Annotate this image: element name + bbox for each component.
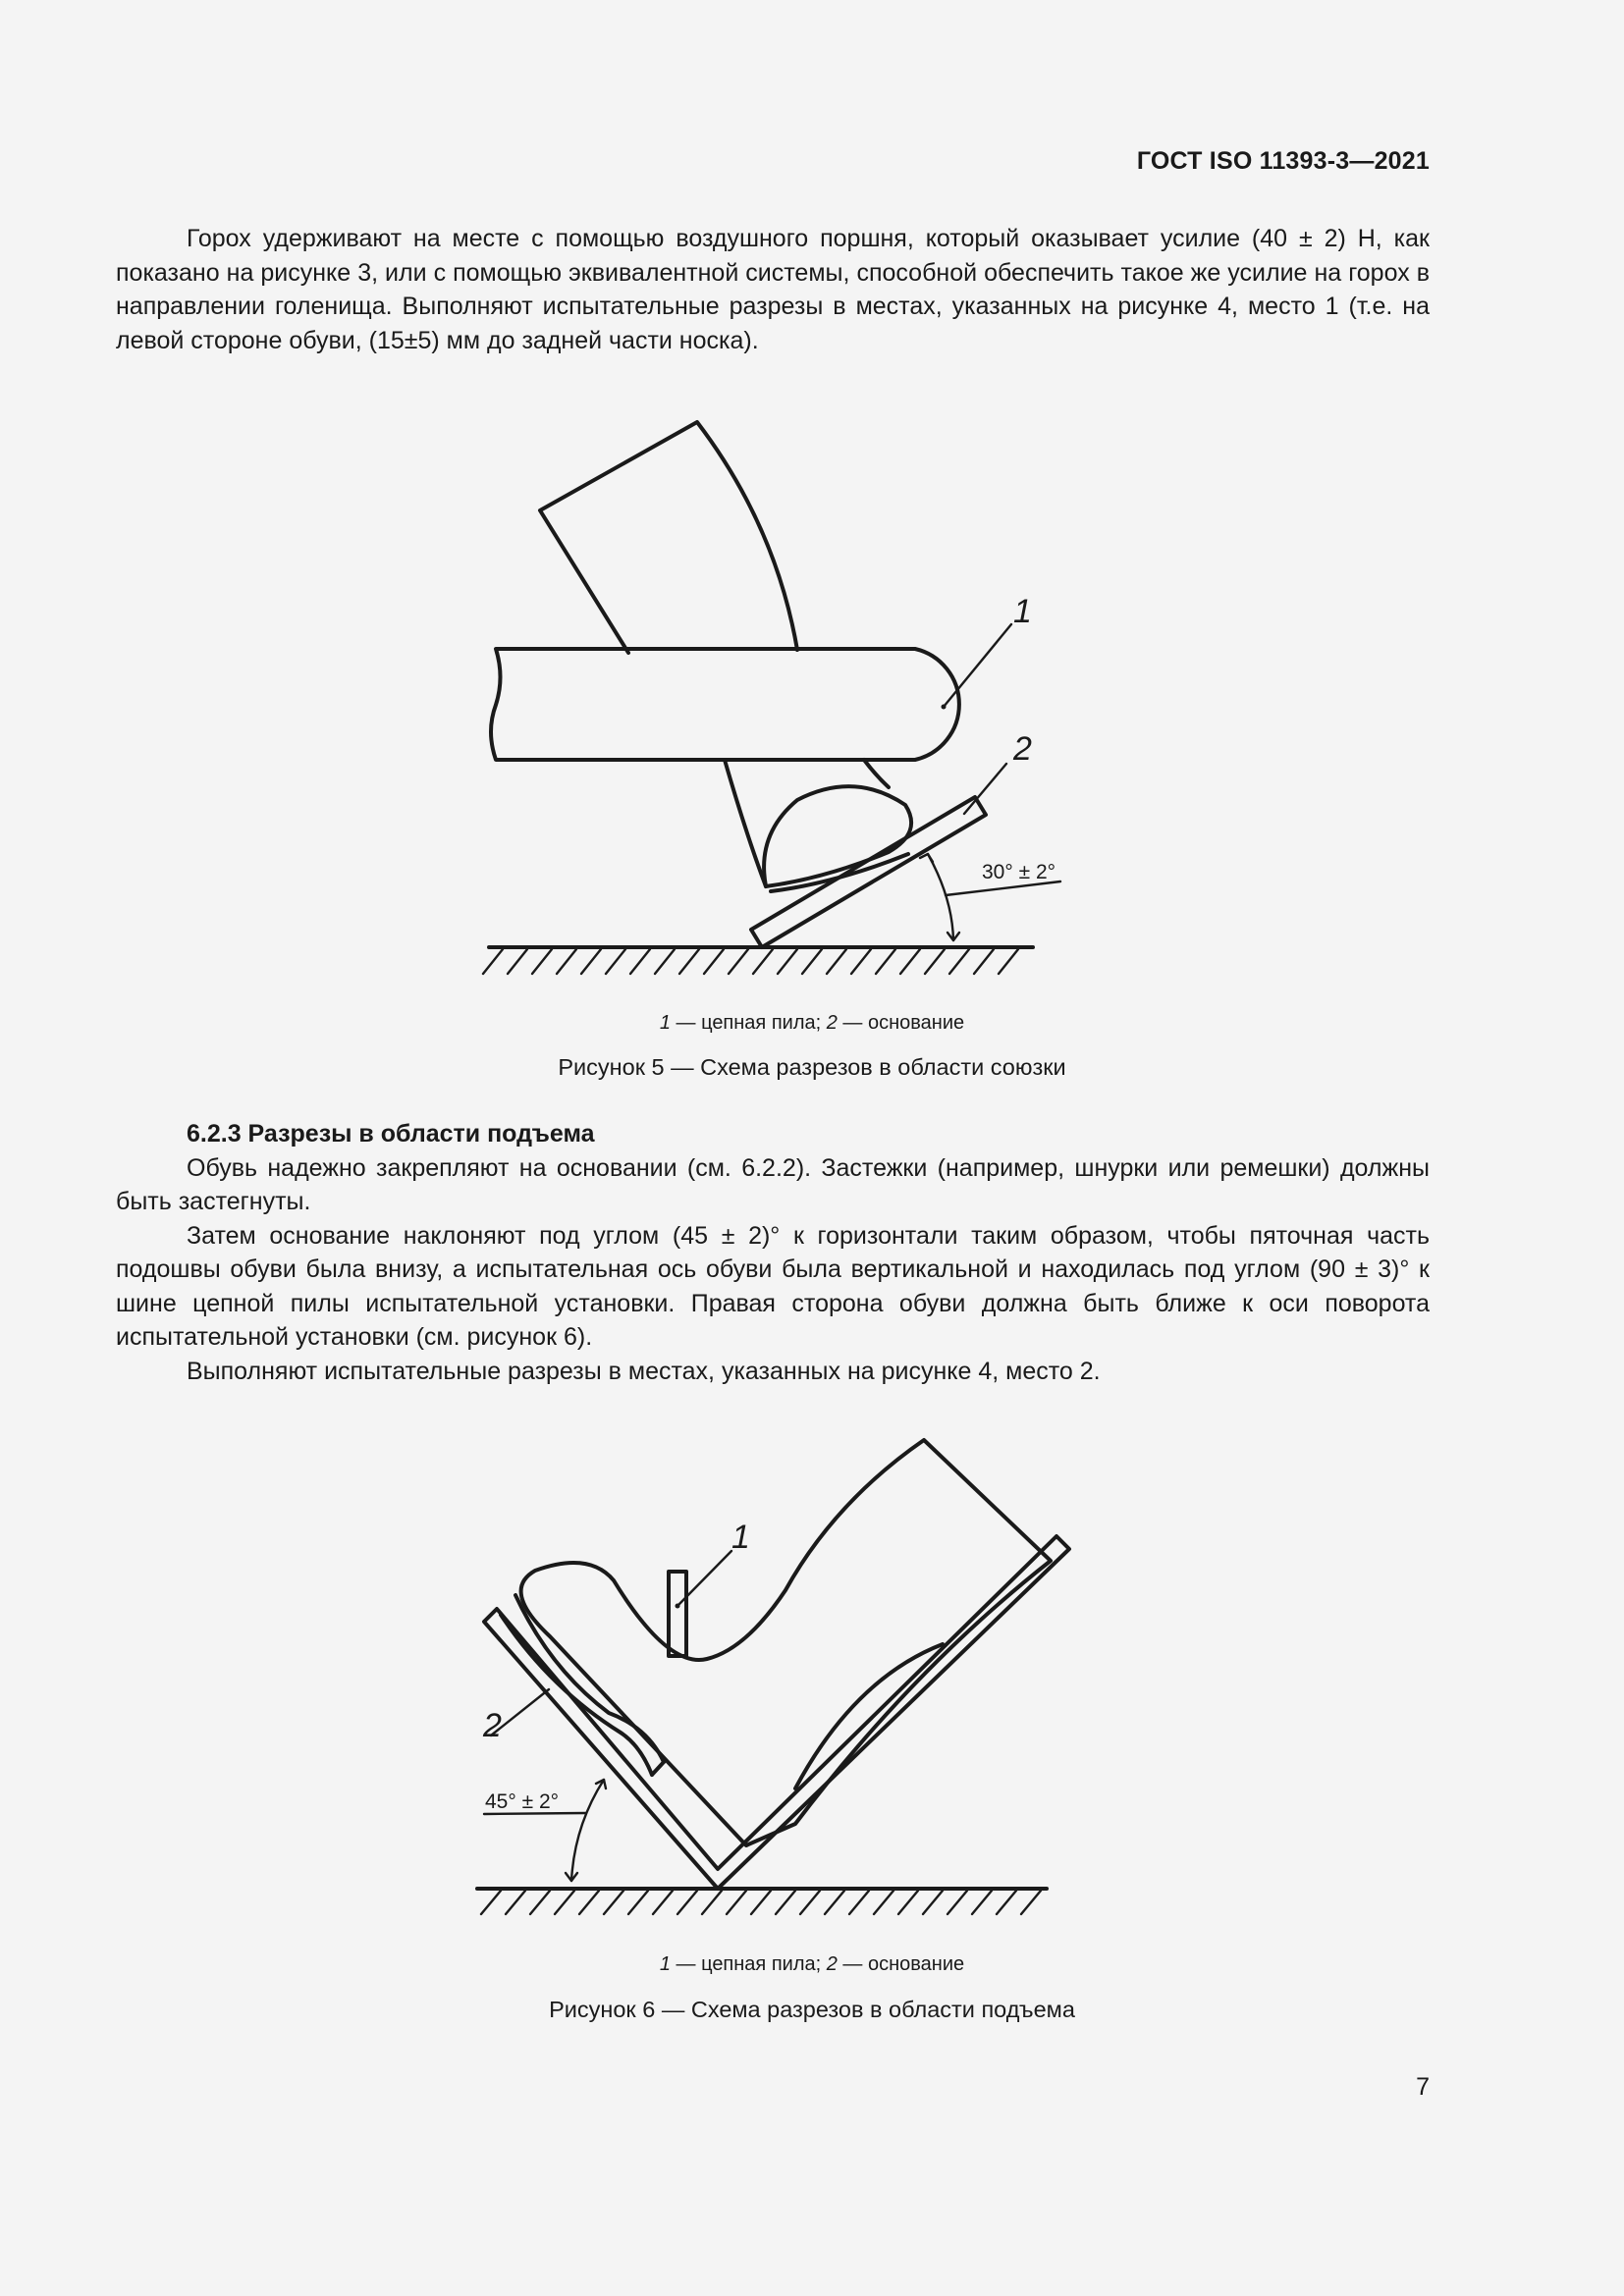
figure-5 xyxy=(0,412,1624,1099)
fig6-angle-label: 45° ± 2° xyxy=(485,1790,560,1813)
fig5-legend-t1: — цепная пила; xyxy=(670,1012,827,1034)
page-number: 7 xyxy=(1416,2073,1430,2101)
fig5-legend-n1: 1 xyxy=(659,1012,671,1034)
fig5-label-1: 1 xyxy=(1013,593,1032,630)
angle-leader xyxy=(484,1813,585,1814)
intro-text xyxy=(116,222,1430,357)
figure-6-drawing xyxy=(0,1414,1624,1944)
intro-paragraph: Горох удерживают на месте с помощью воздушного поршня, который оказывает усилие (40 ± 2) Н, как показано на рисунке 3, или с помощью эквивалентной системы, способной обеспечить такое же усилие на горох в направлении голенища. Выполняют испытательные разрезы в местах, указанных на рисунке 4, место 1 (т.е. на левой стороне обуви, (15±5) мм до задней части носка). xyxy=(116,225,1430,354)
section-heading: 6.2.3 Разрезы в области подъема xyxy=(187,1120,595,1148)
figure-5-drawing xyxy=(0,412,1624,1001)
base-plate xyxy=(484,1536,1069,1889)
angle-arc xyxy=(928,854,953,940)
chain-saw-bar xyxy=(491,649,959,760)
figure-6-caption: Рисунок 6 — Схема разрезов в области подъема xyxy=(549,1997,1075,2022)
section-paragraph-1: Обувь надежно закрепляют на основании (см. 6.2.2). Застежки (например, шнурки или ремешки) должны быть застегнуты. xyxy=(116,1153,1430,1215)
fig5-legend-n2: 2 xyxy=(826,1012,838,1034)
section-paragraph-2: Затем основание наклоняют под углом (45 ± 2)° к горизонтали таким образом, чтобы пяточная часть подошвы обуви была внизу, а испытательная ось обуви была вертикальной и находилась под углом (90 ± 3)° к шине цепной пилы испытательной установки. Правая сторона обуви должна быть ближе к оси поворота испытательной установки (см. рисунок 6). xyxy=(116,1221,1430,1351)
section-paragraph-3: Выполняют испытательные разрезы в местах, указанных на рисунке 4, место 2. xyxy=(187,1357,1101,1385)
fig6-label-1: 1 xyxy=(731,1519,750,1556)
angle-arc xyxy=(571,1780,604,1881)
fig6-legend-n2: 2 xyxy=(826,1953,838,1975)
fig6-legend-t2: — основание xyxy=(837,1953,965,1975)
fig6-label-2: 2 xyxy=(483,1707,502,1744)
boot-toe xyxy=(725,760,766,886)
figure-6-legend xyxy=(0,1953,1624,1976)
figure-5-caption: Рисунок 5 — Схема разрезов в области союзки xyxy=(558,1054,1066,1080)
fig5-label-2: 2 xyxy=(1013,730,1032,768)
ground-hatch xyxy=(481,1891,1041,1914)
chain-saw-bar xyxy=(669,1572,686,1656)
document-number: ГОСТ ISO 11393-3—2021 xyxy=(1136,147,1430,175)
leader-2 xyxy=(964,764,1006,814)
ground-hatch xyxy=(483,949,1018,974)
figure-5-legend xyxy=(0,1012,1624,1035)
fig6-legend-n1: 1 xyxy=(659,1953,671,1975)
angle-leader xyxy=(946,881,1060,895)
fig5-legend-t2: — основание xyxy=(837,1012,965,1034)
leader-1 xyxy=(944,624,1011,707)
section-6-2-3 xyxy=(116,1117,1430,1388)
fig6-legend-t1: — цепная пила; xyxy=(670,1953,827,1975)
figure-6 xyxy=(0,1414,1624,2042)
fig5-angle-label: 30° ± 2° xyxy=(982,861,1056,883)
boot-shaft xyxy=(540,422,797,653)
base-plate xyxy=(751,797,986,947)
